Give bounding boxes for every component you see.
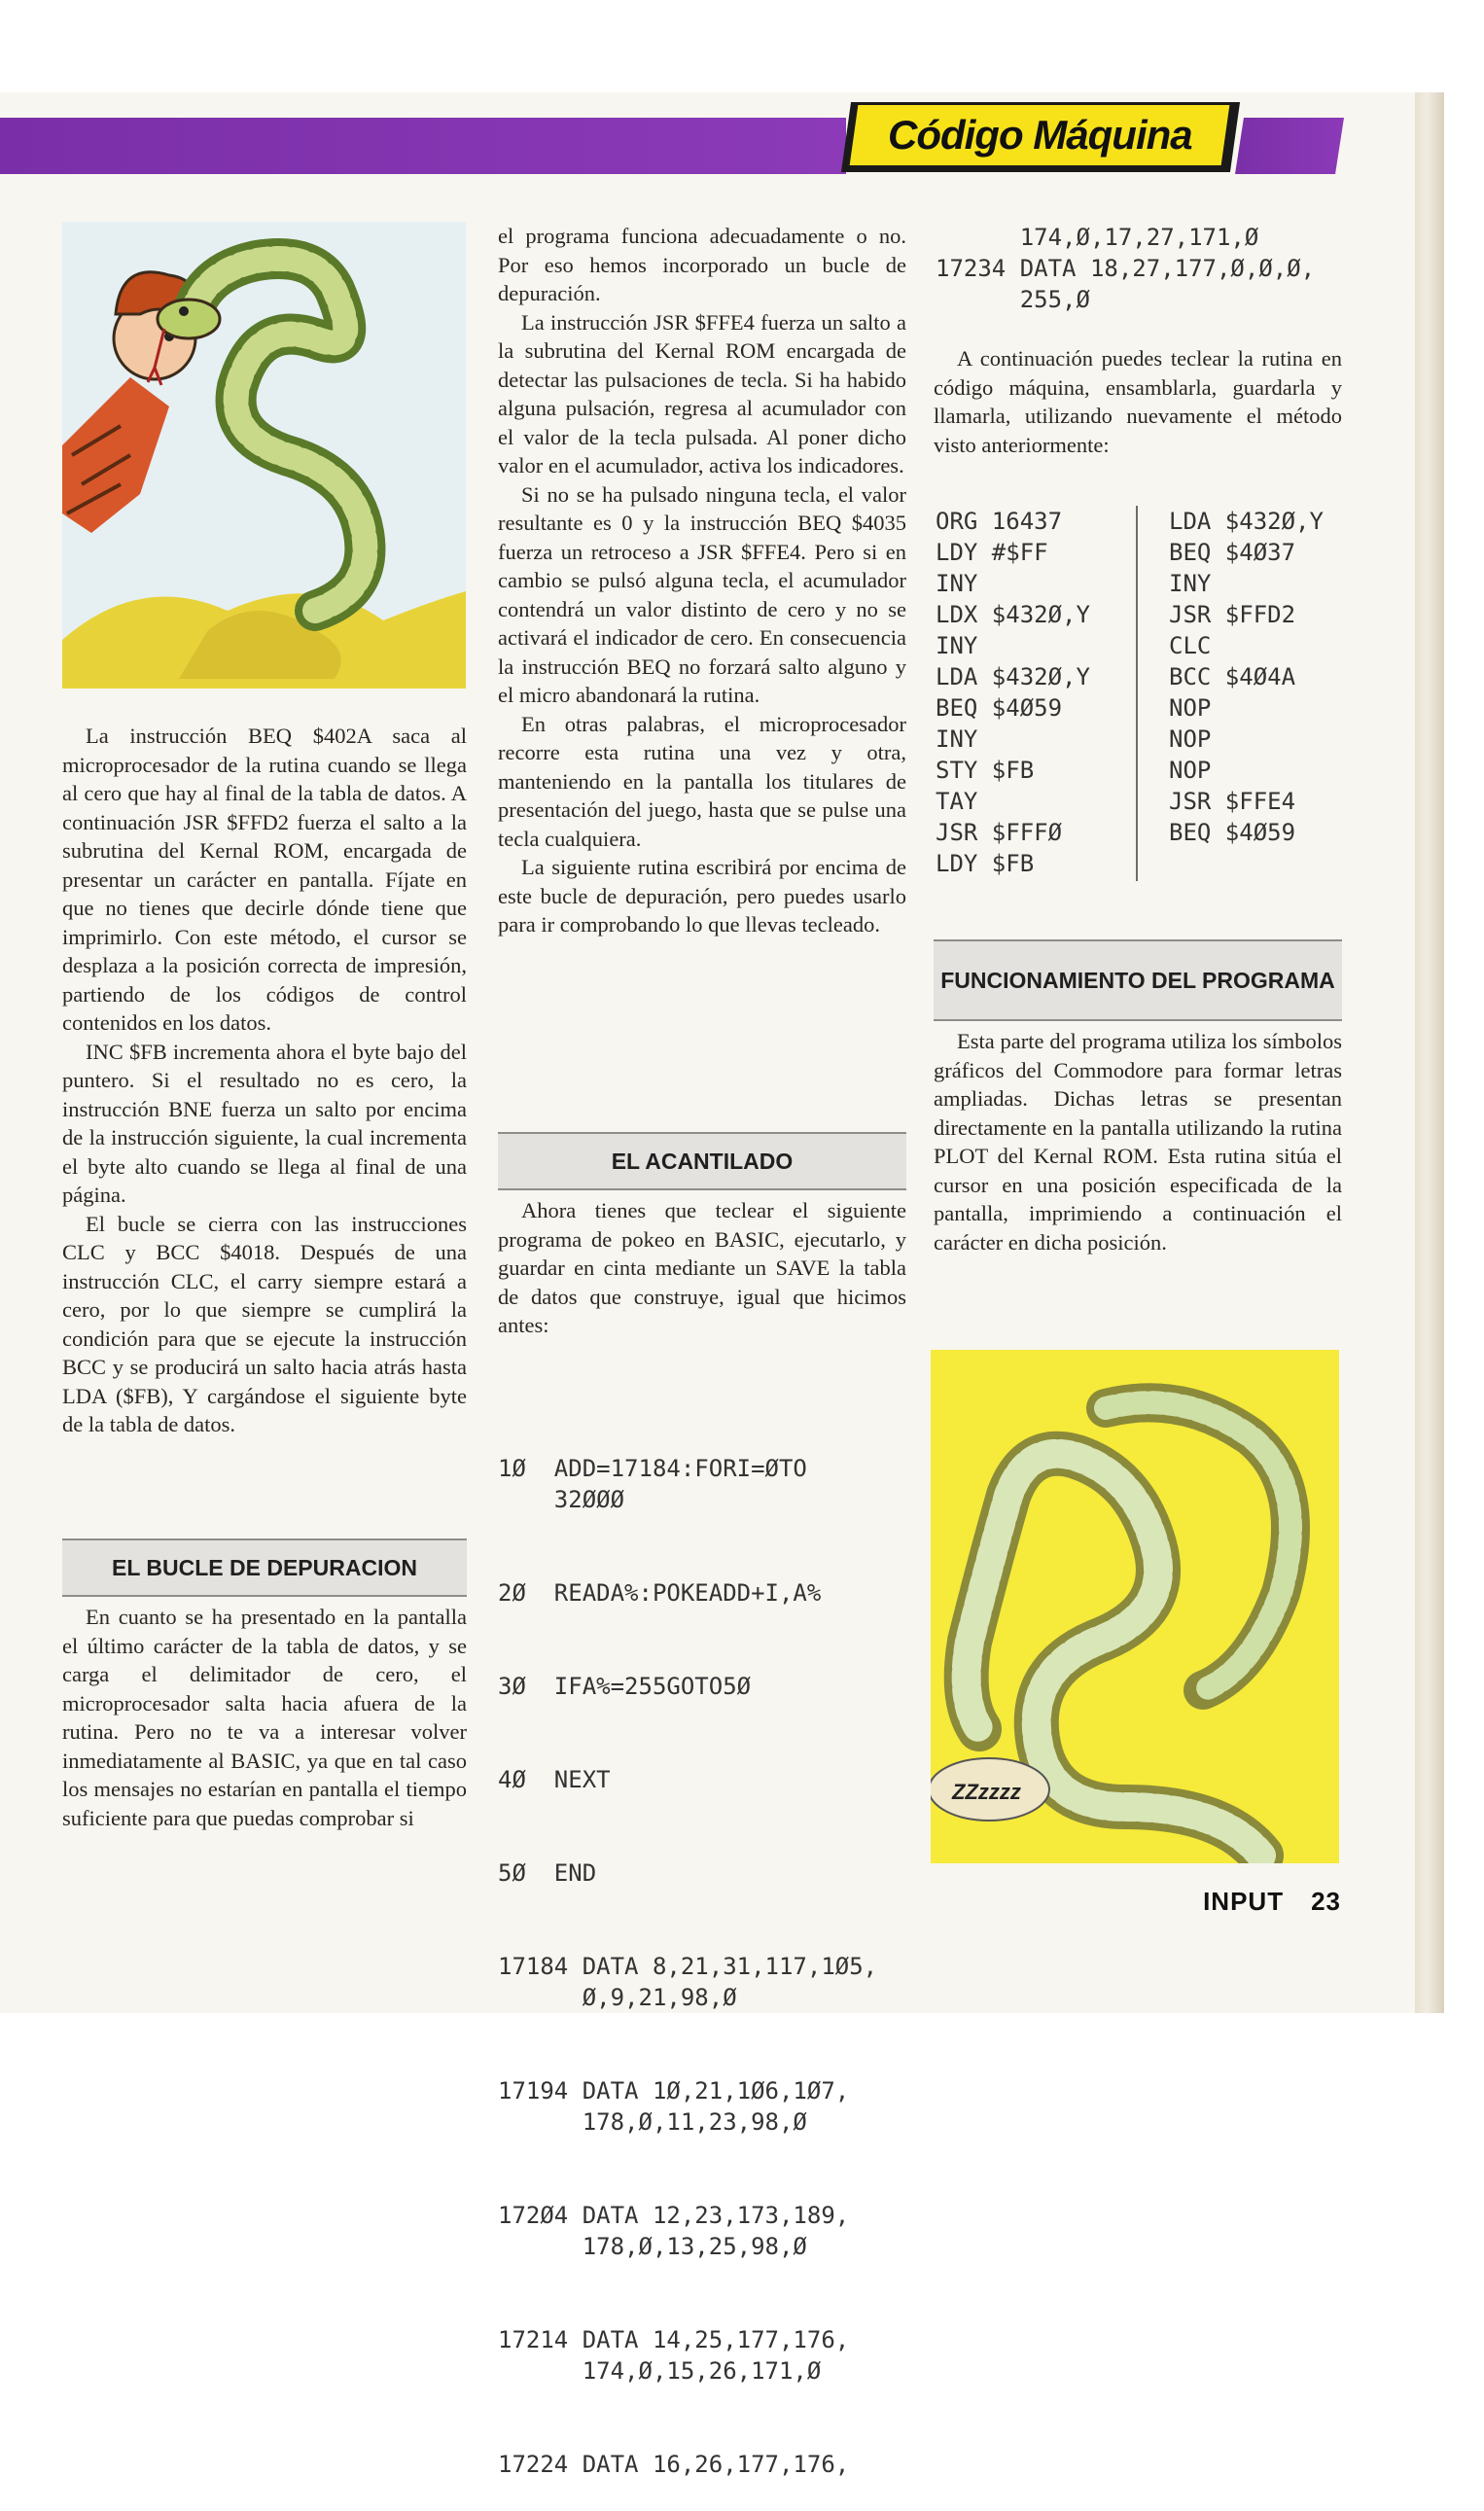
column-2-mid <box>498 1196 906 1340</box>
basic-line-20: 2Ø READA%:POKEADD+I,A% <box>498 1579 822 1607</box>
subhead-acantilado: EL ACANTILADO <box>498 1132 906 1190</box>
basic-listing <box>498 1391 906 2511</box>
col1-paragraph-3: El bucle se cierra con las instrucciones CLC y BCC $4018. Después de una instrucción CLC, el carry siempre estará a cero, por lo que siempre se cumplirá la condición para que se ejecute la instrucción BCC y se producirá un salto hacia atrás hasta LDA ($FB), Y cargándose el siguiente byte de la tabla de datos. <box>62 1211 467 1436</box>
col2-paragraph-after: Ahora tienes que teclear el siguiente programa de pokeo en BASIC, ejecutarlo, y guardar en cinta mediante un SAVE la tabla de datos que construye, igual que hicimos antes: <box>498 1198 906 1337</box>
column-1-bottom <box>62 1603 467 1832</box>
subhead-funcionamiento: FUNCIONAMIENTO DEL PROGRAMA <box>934 939 1342 1021</box>
col2-paragraph-3: Si no se ha pulsado ninguna tecla, el valor resultante es 0 y la instrucción BEQ $4035 fuerza un retroceso a JSR $FFE4. Pero si en cambio se pulsó alguna tecla, el acumulador contendrá un valor distinto de cero y no se activará el indicador de cero. En consecuencia la instrucción BEQ no forzará salto alguno y el micro abandonará la rutina. <box>498 481 906 707</box>
col1-paragraph-1: La instrucción BEQ $402A saca al microprocesador de la rutina cuando se llega al cero que hay al final de la tabla de datos. A continuación JSR $FFD2 fuerza el salto a la subrutina del Kernal ROM, encargada de presentar un carácter en pantalla. Fíjate en que no tienes que decirle dónde tiene que imprimirlo. Con este método, el cursor se desplaza a la posición correcta de impresión, partiendo de los códigos de control contenidos en los datos. <box>62 724 467 1035</box>
boy-snake-drawing <box>62 222 466 689</box>
assembly-divider <box>1136 506 1138 881</box>
page-edge <box>1415 92 1444 2013</box>
page-footer <box>1203 1887 1341 1917</box>
sleep-bubble-text: ZZzzzz <box>952 1780 1021 1804</box>
basic-line-17214: 17214 DATA 14,25,177,176, 174,Ø,15,26,171,Ø <box>498 2326 850 2385</box>
basic-line-17194: 17194 DATA 1Ø,21,1Ø6,1Ø7, 178,Ø,11,23,98,Ø <box>498 2077 850 2136</box>
col2-paragraph-1: el programa funciona adecuadamente o no. Por eso hemos incorporado un bucle de depuración. <box>498 224 906 305</box>
illustration-sleeping-snake <box>931 1350 1339 1863</box>
col3-paragraph-after: Esta parte del programa utiliza los símbolos gráficos del Commodore para formar letras ampliadas. Dichas letras se presentan directamente en la pantalla utilizando la rutina PLOT del Kernal ROM. Esta rutina sitúa el cursor en una posición especificada de la pantalla, imprimiendo a continuación el carácter en dicha posición. <box>934 1029 1342 1255</box>
basic-line-30: 3Ø IFA%=255GOTO5Ø <box>498 1673 752 1700</box>
basic-listing-continued: 174,Ø,17,27,171,Ø 17234 DATA 18,27,177,Ø,Ø,Ø, 255,Ø <box>936 224 1316 313</box>
col2-paragraph-2: La instrucción JSR $FFE4 fuerza un salto a la subrutina del Kernal ROM encargada de detectar las pulsaciones de tecla. Si ha habido alguna pulsación, regresa al acumulador con el valor de la tecla pulsada. Al poner dicho valor en el acumulador, activa los indicadores. <box>498 309 906 477</box>
basic-line-17204: 172Ø4 DATA 12,23,173,189, 178,Ø,13,25,98,Ø <box>498 2202 850 2260</box>
basic-line-50: 5Ø END <box>498 1859 597 1887</box>
assembly-right-column: LDA $432Ø,Y BEQ $4Ø37 INY JSR $FFD2 CLC BCC $4Ø4A NOP NOP NOP JSR $FFE4 BEQ $4Ø59 <box>1169 508 1324 846</box>
illustration-boy-snake <box>62 222 466 689</box>
column-2 <box>498 222 906 939</box>
header-band-right <box>1235 118 1344 174</box>
header-band-left <box>0 118 846 174</box>
header-badge <box>850 105 1230 165</box>
col1-paragraph-after: En cuanto se ha presentado en la pantalla el último carácter de la tabla de datos, y se carga el delimitador de cero, el microprocesador salta hacia afuera de la rutina. Pero no te va a interesar volver inmediatamente al BASIC, ya que en tal caso los mensajes no estarían en pantalla el tiempo suficiente para que puedas comprobar si <box>62 1605 467 1830</box>
basic-line-17224: 17224 DATA 16,26,177,176, <box>498 2451 850 2478</box>
col2-paragraph-5: La siguiente rutina escribirá por encima de este bucle de depuración, pero puedes usarlo para ir comprobando lo que llevas tecleado. <box>498 855 906 937</box>
column-3 <box>934 344 1342 459</box>
magazine-name: INPUT <box>1203 1887 1285 1916</box>
assembly-left-column: ORG 16437 LDY #$FF INY LDX $432Ø,Y INY LDA $432Ø,Y BEQ $4Ø59 INY STY $FB TAY JSR $FFFØ LDY $FB <box>936 508 1090 877</box>
column-3-bottom <box>934 1027 1342 1256</box>
col1-paragraph-2: INC $FB incrementa ahora el byte bajo del puntero. Si el resultado no es cero, la instrucción BNE fuerza un salto por encima de la instrucción siguiente, la cual incrementa el byte alto cuando se llega al final de una página. <box>62 1039 467 1207</box>
assembly-listing <box>936 506 1344 881</box>
header-title: Código Máquina <box>887 112 1192 158</box>
column-1 <box>62 722 467 1439</box>
col3-paragraph-1: A continuación puedes teclear la rutina en código máquina, ensamblarla, guardarla y llamarla, utilizando nuevamente el método visto anteriormente: <box>934 346 1342 457</box>
basic-line-17184: 17184 DATA 8,21,31,117,1Ø5, Ø,9,21,98,Ø <box>498 1953 878 2011</box>
col2-paragraph-4: En otras palabras, el microprocesador recorre esta rutina una vez y otra, manteniendo en la pantalla los titulares de presentación del juego, hasta que se pulse una tecla cualquiera. <box>498 711 906 851</box>
subhead-bucle-depuracion: EL BUCLE DE DEPURACION <box>62 1538 467 1597</box>
basic-line-10: 1Ø ADD=17184:FORI=ØTO 32ØØØ <box>498 1455 807 1513</box>
page-number: 23 <box>1311 1887 1341 1916</box>
basic-line-40: 4Ø NEXT <box>498 1766 611 1793</box>
sleeping-snake-drawing <box>931 1350 1339 1863</box>
